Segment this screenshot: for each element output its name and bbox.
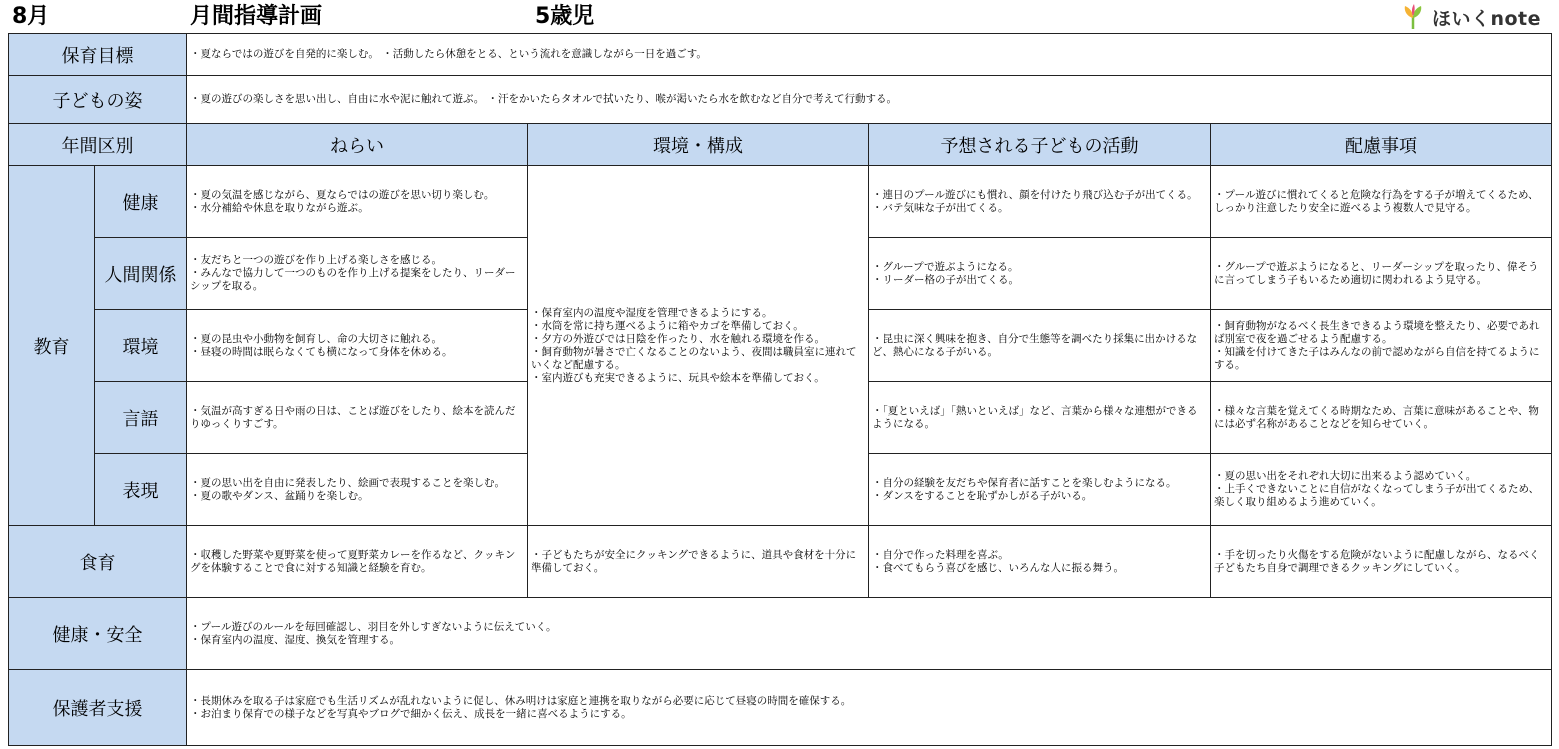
area-activity: ・「夏といえば」「熱いといえば」など、言葉から様々な連想ができるようになる。 — [869, 382, 1211, 454]
food-activity: ・自分で作った料理を喜ぶ。 ・食べてもらう喜びを感じ、いろんな人に振る舞う。 — [869, 526, 1211, 598]
area-aim: ・夏の思い出を自由に発表したり、絵画で表現することを楽しむ。 ・夏の歌やダンス、盆踊りを楽しむ。 — [187, 454, 528, 526]
area-aim: ・友だちと一つの遊びを作り上げる楽しさを感じる。 ・みんなで協力して一つのものを作り上げる提案をしたり、リーダーシップを取る。 — [187, 238, 528, 310]
age-label: 5歳児 — [535, 4, 595, 29]
safety-label: 健康・安全 — [9, 598, 187, 670]
month-label: 8月 — [12, 4, 50, 29]
food-env: ・子どもたちが安全にクッキングできるように、道具や食材を十分に準備しておく。 — [528, 526, 869, 598]
parent-label: 保護者支援 — [9, 670, 187, 746]
area-care: ・夏の思い出をそれぞれ大切に出来るよう認めていく。 ・上手くできないことに自信がなくなってしまう子が出てくるため、楽しく取り組めるよう進めていく。 — [1211, 454, 1552, 526]
area-label: 環境 — [95, 310, 187, 382]
food-care: ・手を切ったり火傷をする危険がないように配慮しながら、なるべく子どもたち自身で調理できるクッキングにしていく。 — [1211, 526, 1552, 598]
logo — [1400, 4, 1541, 30]
column-env: 環境・構成 — [528, 124, 869, 166]
food-aim: ・収穫した野菜や夏野菜を使って夏野菜カレーを作るなど、クッキングを体験することで食に対する知識と経験を育む。 — [187, 526, 528, 598]
area-label: 言語 — [95, 382, 187, 454]
area-care: ・プール遊びに慣れてくると危険な行為をする子が増えてくるため、しっかり注意したり安全に遊べるよう複数人で見守る。 — [1211, 166, 1552, 238]
sprout-icon — [1400, 4, 1426, 30]
area-label: 表現 — [95, 454, 187, 526]
safety-text: ・プール遊びのルールを毎回確認し、羽目を外しすぎないように伝えていく。 ・保育室内の温度、湿度、換気を管理する。 — [187, 598, 1552, 670]
area-aim: ・夏の昆虫や小動物を飼育し、命の大切さに触れる。 ・昼寝の時間は眠らなくても横になって身体を休める。 — [187, 310, 528, 382]
area-aim: ・気温が高すぎる日や雨の日は、ことば遊びをしたり、絵本を読んだりゆっくりすごす。 — [187, 382, 528, 454]
column-care: 配慮事項 — [1211, 124, 1552, 166]
area-activity: ・グループで遊ぶようになる。 ・リーダー格の子が出てくる。 — [869, 238, 1211, 310]
area-care: ・様々な言葉を覚えてくる時期なため、言葉に意味があることや、物には必ず名称があることなどを知らせていく。 — [1211, 382, 1552, 454]
area-care: ・グループで遊ぶようになると、リーダーシップを取ったり、偉そうに言ってしまう子もいるため適切に関われるよう見守る。 — [1211, 238, 1552, 310]
logo-text: ほいくnote — [1431, 7, 1541, 30]
area-activity: ・昆虫に深く興味を抱き、自分で生態等を調べたり採集に出かけるなど、熱心になる子がいる。 — [869, 310, 1211, 382]
page-title: 月間指導計画 — [190, 4, 323, 29]
education-label: 教育 — [9, 166, 95, 526]
monthly-plan-table — [8, 33, 1552, 746]
column-annual: 年間区別 — [9, 124, 187, 166]
area-activity: ・連日のプール遊びにも慣れ、顔を付けたり飛び込む子が出てくる。 ・バテ気味な子が出てくる。 — [869, 166, 1211, 238]
column-activity: 予想される子どもの活動 — [869, 124, 1211, 166]
area-label: 人間関係 — [95, 238, 187, 310]
parent-text: ・長期休みを取る子は家庭でも生活リズムが乱れないように促し、休み明けは家庭と連携を取りながら必要に応じて昼寝の時間を確保する。 ・お泊まり保育での様子などを写真やブログで細かく伝え、成長を一緒に喜べるようにする。 — [187, 670, 1552, 746]
column-aim: ねらい — [187, 124, 528, 166]
area-label: 健康 — [95, 166, 187, 238]
goal-label: 保育目標 — [9, 34, 187, 76]
education-env: ・保育室内の温度や湿度を管理できるようにする。 ・水筒を常に持ち運べるように箱やカゴを準備しておく。 ・夕方の外遊びでは日陰を作ったり、水を触れる環境を作る。 ・飼育動物が暑さで亡くなることのないよう、夜間は職員室に連れていくなど配慮する。 ・室内遊びも充実できるように、玩具や絵本を準備しておく。 — [528, 166, 869, 526]
area-aim: ・夏の気温を感じながら、夏ならではの遊びを思い切り楽しむ。 ・水分補給や休息を取りながら遊ぶ。 — [187, 166, 528, 238]
goal-text: ・夏ならではの遊びを自発的に楽しむ。 ・活動したら休憩をとる、という流れを意識しながら一日を過ごす。 — [187, 34, 1552, 76]
child-text: ・夏の遊びの楽しさを思い出し、自由に水や泥に触れて遊ぶ。 ・汗をかいたらタオルで拭いたり、喉が渇いたら水を飲むなど自分で考えて行動する。 — [187, 76, 1552, 124]
area-care: ・飼育動物がなるべく長生きできるよう環境を整えたり、必要であれば別室で夜を過ごせるよう配慮する。 ・知識を付けてきた子はみんなの前で認めながら自信を持てるようにする。 — [1211, 310, 1552, 382]
area-activity: ・自分の経験を友だちや保育者に話すことを楽しむようになる。 ・ダンスをすることを恥ずかしがる子がいる。 — [869, 454, 1211, 526]
food-label: 食育 — [9, 526, 187, 598]
child-label: 子どもの姿 — [9, 76, 187, 124]
